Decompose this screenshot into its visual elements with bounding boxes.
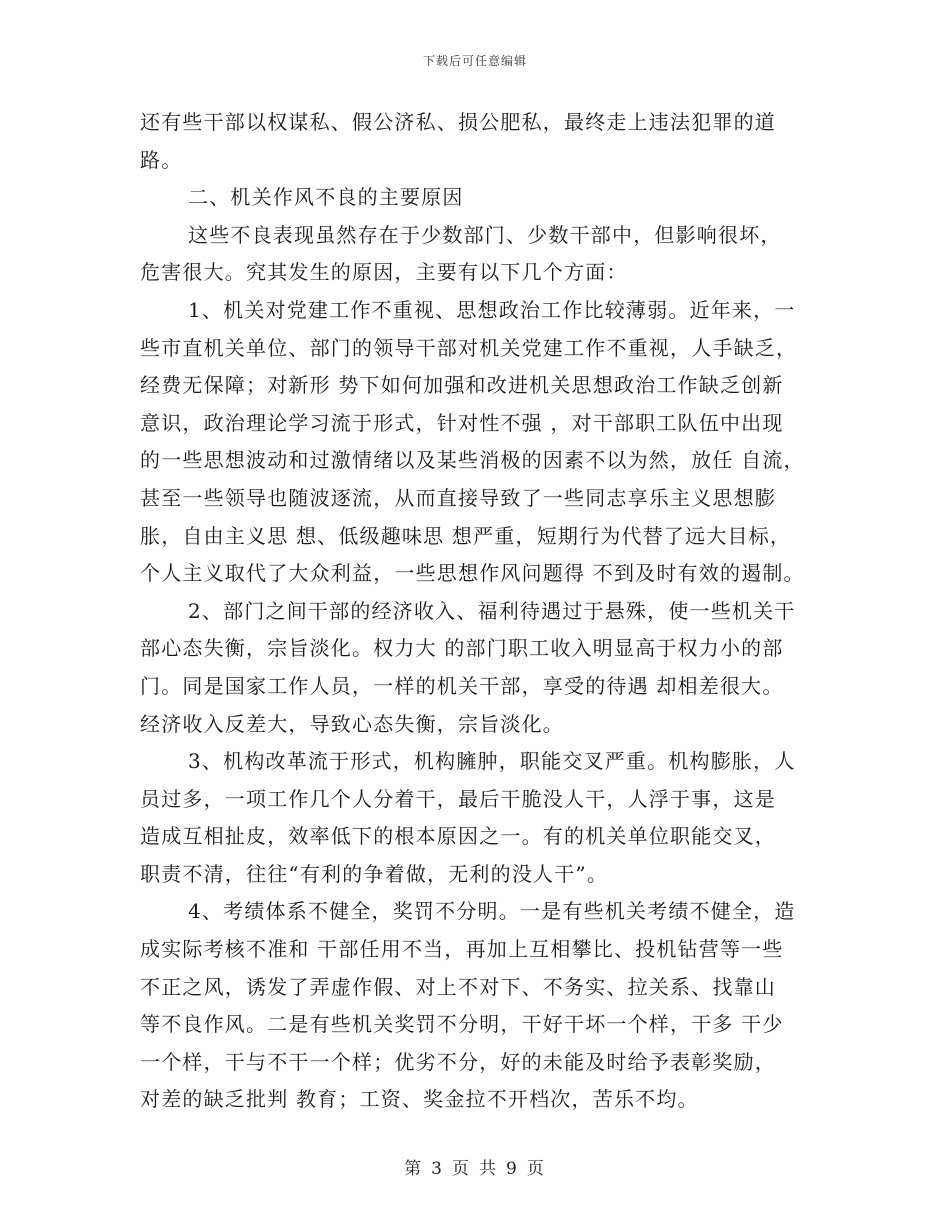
text-line: 不正之风，诱发了弄虚作假、对上不对下、不务实、拉关系、找靠山 (140, 974, 776, 999)
footer-total-pages: 9 (506, 1159, 519, 1179)
page-header: 下载后可任意编辑 (422, 54, 527, 68)
text-line: 经费无保障；对新形 势下如何加强和改进机关思想政治工作缺乏创新 (140, 373, 784, 398)
text-line: 二、机关作风不良的主要原因 (188, 185, 464, 210)
footer-page-label: 页 (452, 1159, 471, 1179)
text-line: 些市直机关单位、部门的领导干部对机关党建工作不重视，人手缺乏， (140, 335, 798, 360)
text-line: 职责不清，往往“有利的争着做，无利的没人干”。 (140, 861, 609, 886)
footer-current-page: 3 (431, 1159, 444, 1179)
text-line: 路。 (140, 147, 183, 172)
text-line: 4、考绩体系不健全，奖罚不分明。一是有些机关考绩不健全，造 (188, 899, 796, 924)
footer-total-label: 共 (479, 1159, 498, 1179)
text-line: 3、机构改革流于形式，机构臃肿，职能交叉严重。机构膨胀，人 (188, 749, 796, 774)
text-line: 意识，政治理论学习流于形式，针对性不强 ，对干部职工队伍中出现 (140, 410, 784, 435)
footer-prefix: 第 (404, 1159, 424, 1179)
text-line: 2、部门之间干部的经济收入、福利待遇过于悬殊，使一些机关干 (188, 598, 796, 623)
text-line: 还有些干部以权谋私、假公济私、损公肥私，最终走上违法犯罪的道 (140, 110, 776, 134)
page-footer (0, 1154, 950, 1179)
text-line: 员过多，一项工作几个人分着干，最后干脆没人干，人浮于事，这是 (140, 786, 776, 811)
text-line: 胀，自由主义思 想、低级趣味思 想严重，短期行为代替了远大目标， (140, 523, 792, 548)
text-line: 对差的缺乏批判 教育；工资、奖金拉不开档次，苦乐不均。 (140, 1087, 699, 1112)
footer-suffix: 页 (526, 1159, 546, 1179)
text-line: 一个样，干与不干一个样；优劣不分，好的未能及时给予表彰奖励， (140, 1049, 776, 1074)
text-line: 危害很大。究其发生的原因，主要有以下几个方面： (140, 260, 628, 285)
text-line: 1、机关对党建工作不重视、思想政治工作比较薄弱。近年来，一 (188, 297, 796, 322)
text-line: 门。同是国家工作人员，一样的机关干部，享受的待遇 却相差很大。 (140, 673, 784, 698)
text-line: 个人主义取代了大众利益，一些思想作风问题得 不到及时有效的遏制。 (140, 561, 805, 586)
text-line: 等不良作风。二是有些机关奖罚不分明，干好干坏一个样，干多 干少 (140, 1012, 784, 1037)
text-line: 部心态失衡，宗旨淡化。权力大 的部门职工收入明显高于权力小的部 (140, 636, 784, 661)
text-line: 的一些思想波动和过激情绪以及某些消极的因素不以为然，放任 自流， (140, 448, 805, 473)
text-line: 甚至一些领导也随波逐流，从而直接导致了一些同志享乐主义思想膨 (140, 485, 776, 510)
text-line: 造成互相扯皮，效率低下的根本原因之一。有的机关单位职能交叉， (140, 824, 776, 849)
text-line: 成实际考核不准和 干部任用不当，再加上互相攀比、投机钻营等一些 (140, 937, 784, 962)
document-body (140, 104, 830, 1119)
text-line: 这些不良表现虽然存在于少数部门、少数干部中，但影响很坏， (188, 222, 782, 247)
text-line: 经济收入反差大，导致心态失衡，宗旨淡化。 (140, 711, 564, 736)
